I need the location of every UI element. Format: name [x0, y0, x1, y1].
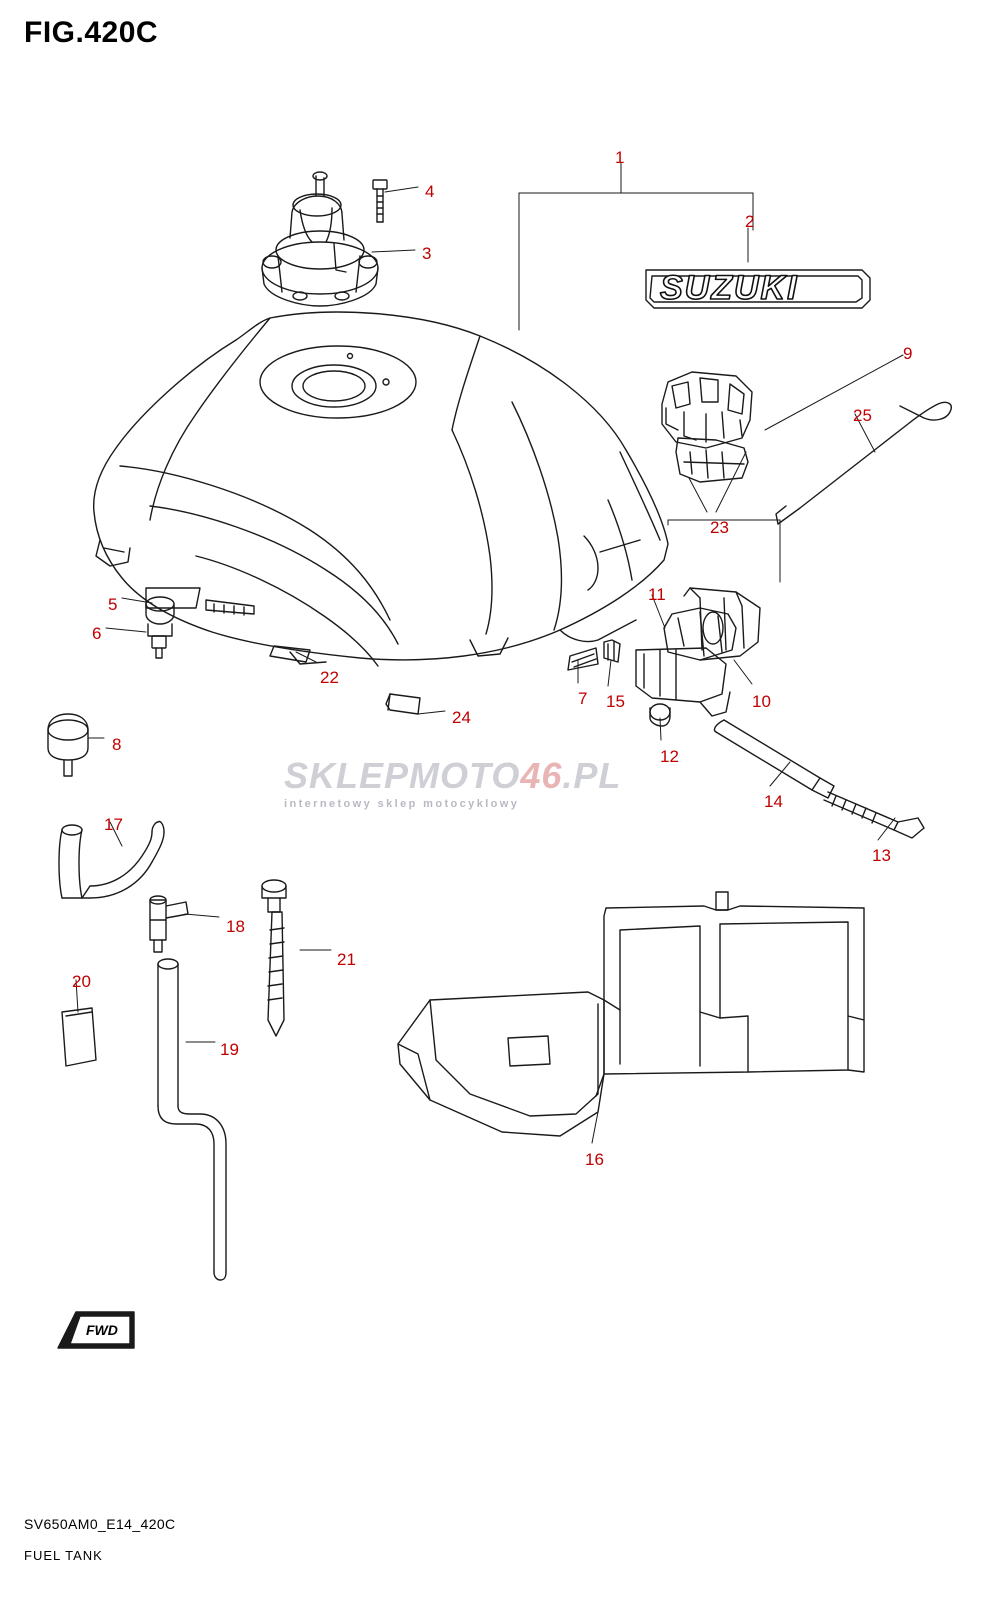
callout-number: 22: [320, 668, 339, 687]
callout-number: 24: [452, 708, 471, 727]
svg-text:SUZUKI: SUZUKI: [660, 269, 799, 307]
callout-number: 23: [710, 518, 729, 537]
callout-number: 13: [872, 846, 891, 865]
figure-code: SV650AM0_E14_420C: [24, 1516, 176, 1532]
callout-number: 12: [660, 747, 679, 766]
callout-number: 18: [226, 917, 245, 936]
callout-number: 10: [752, 692, 771, 711]
callout-number: 9: [903, 344, 913, 363]
watermark-subtitle: internetowy sklep motocyklowy: [284, 798, 520, 810]
callout-number: 14: [764, 792, 783, 811]
fwd-arrow-label: FWD: [86, 1322, 118, 1338]
callout-number: 7: [578, 689, 588, 708]
callout-number: 5: [108, 595, 118, 614]
watermark-text-part2: 46: [520, 755, 563, 796]
callout-number: 8: [112, 735, 122, 754]
figure-title: FIG.420C: [24, 16, 159, 49]
callout-number: 1: [615, 148, 625, 167]
figure-caption: FUEL TANK: [24, 1548, 103, 1563]
callout-number: 6: [92, 624, 102, 643]
callout-number: 17: [104, 815, 123, 834]
callout-number: 19: [220, 1040, 239, 1059]
callout-number: 11: [648, 585, 666, 604]
callout-number: 15: [606, 692, 625, 711]
callout-number: 2: [745, 212, 755, 231]
callout-number: 3: [422, 244, 432, 263]
callout-number: 16: [585, 1150, 604, 1169]
callout-number: 25: [853, 406, 872, 425]
watermark-text-part3: .PL: [562, 755, 622, 796]
watermark-text-part1: SKLEPMOTO: [284, 755, 521, 796]
callout-number: 4: [425, 182, 435, 201]
callout-number: 20: [72, 972, 91, 991]
callout-number: 21: [337, 950, 356, 969]
